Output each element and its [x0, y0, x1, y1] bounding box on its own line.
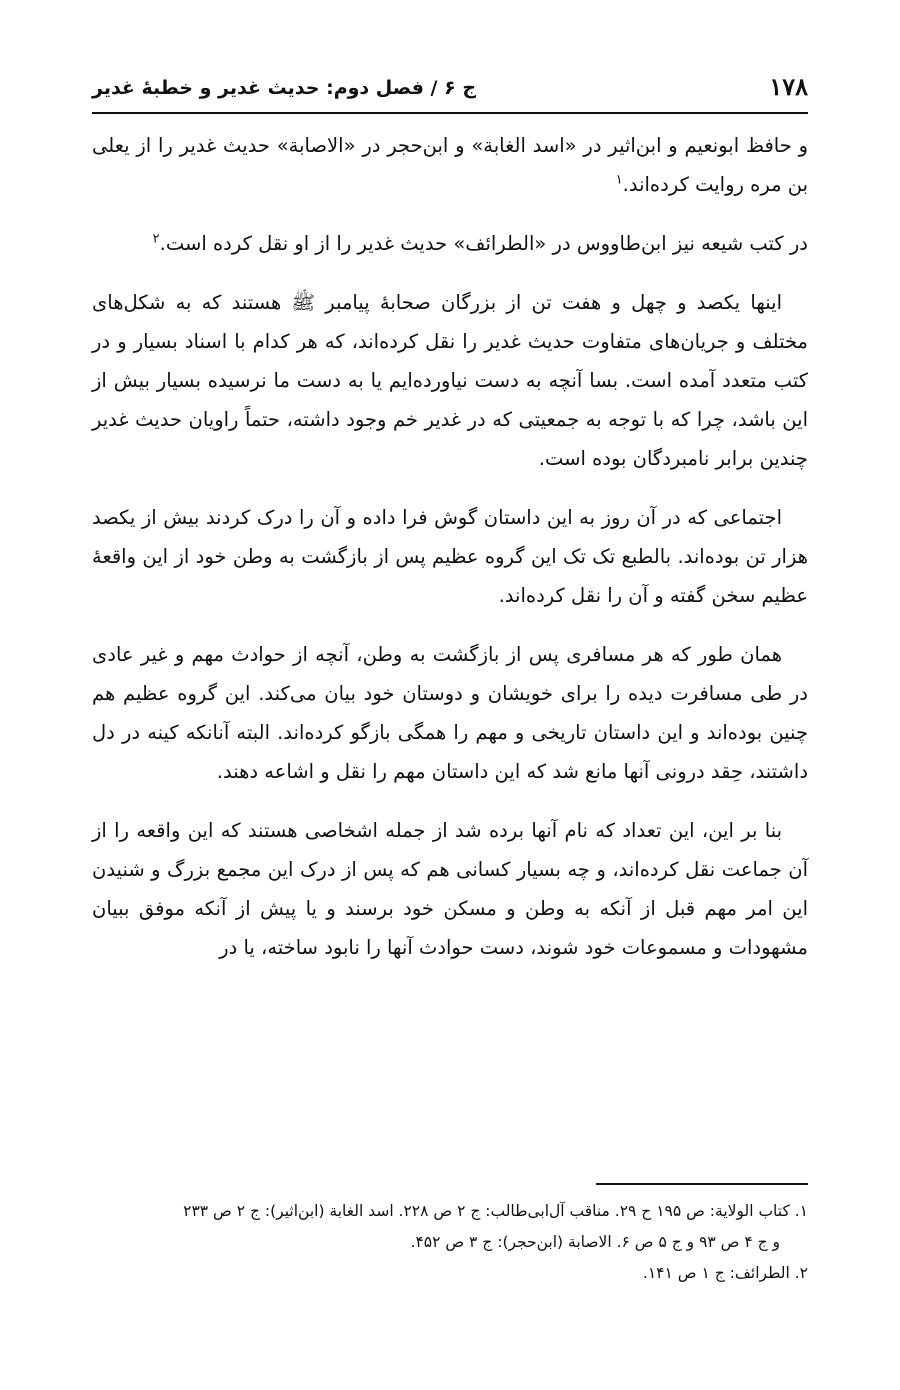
- footnote-text: ۱. کتاب الولایة: ص ۱۹۵ ح ۲۹. مناقب آل‌ابی‌طالب: ج ۲ ص ۲۲۸. اسد الغابة (ابن‌اثیر): ج ۲ ص ۲۳۳: [183, 1202, 808, 1220]
- paragraph-text: همان طور که هر مسافری پس از بازگشت به وطن، آنچه از حوادث مهم و غیر عادی در طی مسافرت دیده را برای خویشان و دوستان خود بیان می‌کند. این گروه عظیم هم چنین بوده‌اند و این داستان تاریخی و مهم را همگی بازگو کرده‌اند. البته آنانکه کینه در دل داشتند، حِقد درونی آنها مانع شد که این داستان مهم را نقل و اشاعه دهند.: [92, 643, 808, 783]
- footnote-reference-1[interactable]: ۱: [615, 172, 623, 188]
- footnote-1-continued: [92, 1227, 808, 1258]
- running-header: [92, 70, 808, 114]
- footnote-1: [92, 1196, 808, 1227]
- paragraph-text: بنا بر این، این تعداد که نام آنها برده شد از جمله اشخاصی هستند که این واقعه را از آن جماعت نقل کرده‌اند، و چه بسیار کسانی هم که پس از درک این مجمع بزرگ و شنیدن این امر مهم قبل از آنکه به وطن و مسکن خود برسند و یا پیش از آنکه موفق ببیان مشهودات و مسموعات خود شوند، دست حوادث آنها را نابود ساخته، یا در: [92, 819, 808, 959]
- paragraph-text: اجتماعی که در آن روز به این داستان گوش فرا داده و آن را درک کردند بیش از یکصد هزار تن بوده‌اند. بالطبع تک تک این گروه عظیم پس از بازگشت به وطن خود از این واقعهٔ عظیم سخن گفته و آن را نقل کرده‌اند.: [92, 506, 808, 607]
- footnote-text: و ج ۴ ص ۹۳ و ج ۵ ص ۶. الاصابة (ابن‌حجر): ج ۳ ص ۴۵۲.: [410, 1233, 780, 1251]
- footnote-reference-2[interactable]: ۲: [152, 231, 160, 247]
- footnote-separator: [596, 1183, 808, 1185]
- footnote-text: ۲. الطرائف: ج ۱ ص ۱۴۱.: [642, 1264, 808, 1282]
- paragraph-2: [92, 224, 808, 263]
- paragraph-text: و حافظ ابونعیم و ابن‌اثیر در «اسد الغابة» و ابن‌حجر در «الاصابة» حدیث غدیر را از یعلی بن مره روایت کرده‌اند.: [92, 134, 808, 196]
- paragraph-1: [92, 126, 808, 204]
- paragraph-text: اینها یکصد و چهل و هفت تن از بزرگان صحابهٔ پیامبر ﷺ هستند که به شکل‌های مختلف و جریان‌های متفاوت حدیث غدیر را نقل کرده‌اند، که هر کدام با اسناد بسیار و در کتب متعدد آمده است. بسا آنچه به دست نیاورده‌ایم یا به دست ما نرسیده بسیار بیش از این باشد، چرا که با توجه به جمعیتی که در غدیر خم وجود داشته، حتماً راویان حدیث غدیر چندین برابر نامبردگان بوده است.: [92, 291, 808, 470]
- paragraph-3: [92, 283, 808, 478]
- book-page: [92, 0, 808, 1390]
- main-text: [92, 126, 808, 987]
- page-number: ۱۷۸: [769, 72, 808, 101]
- paragraph-4: [92, 498, 808, 615]
- paragraph-5: [92, 635, 808, 791]
- footnote-2: [92, 1258, 808, 1289]
- paragraph-6: [92, 811, 808, 967]
- chapter-title: ج ۶ / فصل دوم: حدیث غدیر و خطبهٔ غدیر: [92, 77, 477, 99]
- footnotes: [92, 1196, 808, 1289]
- paragraph-text: در کتب شیعه نیز ابن‌طاووس در «الطرائف» حدیث غدیر را از او نقل کرده است.: [159, 232, 808, 255]
